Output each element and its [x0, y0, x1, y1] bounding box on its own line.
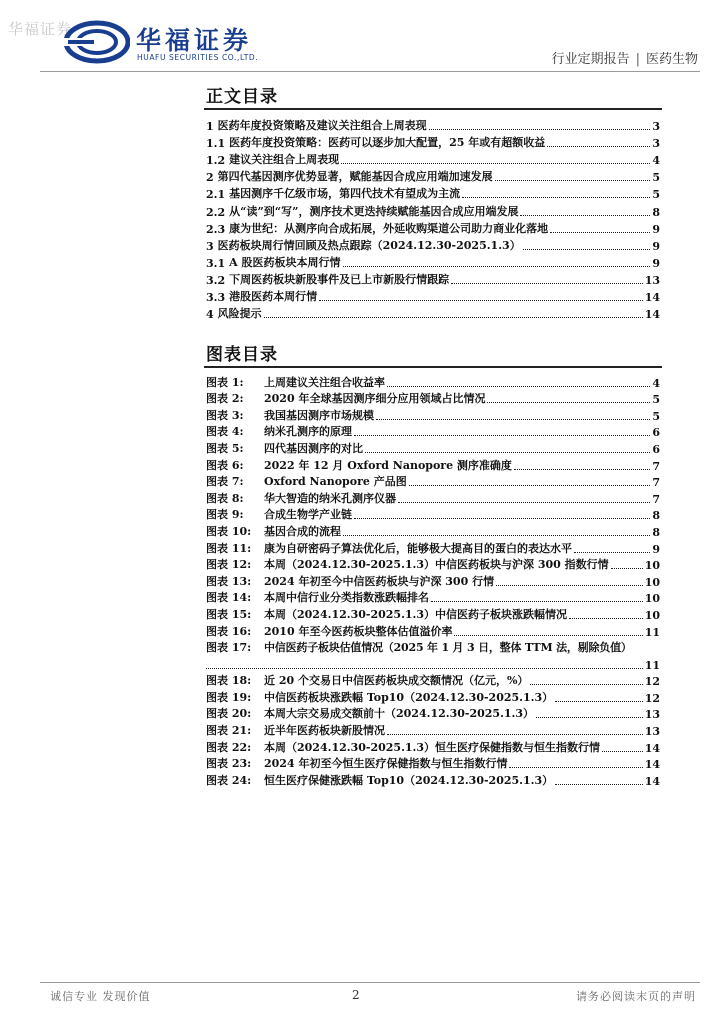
footer-disclaimer: 请务必阅读末页的声明: [576, 990, 696, 1003]
toc-list: [206, 116, 660, 321]
page-number: 2: [352, 988, 360, 1002]
figure-entry[interactable]: 图表 19: 中信医药板块涨跌幅 Top10（2024.12.30-2025.1.3） 12: [206, 690, 660, 705]
toc-entry[interactable]: 3.1 A 股医药板块本周行情 9: [206, 255, 660, 270]
toc-entry[interactable]: 3 医药板块周行情回顾及热点跟踪（2024.12.30-2025.1.3） 9: [206, 238, 660, 253]
figure-entry[interactable]: 图表 6: 2022 年 12 月 Oxford Nanopore 测序准确度 7: [206, 458, 660, 473]
toc-entry[interactable]: 4 风险提示 14: [206, 307, 660, 322]
toc-entry[interactable]: 3.2 下周医药板块新股事件及已上市新股行情跟踪 13: [206, 272, 660, 287]
sector-name: 医药生物: [645, 52, 698, 67]
header-divider: [40, 71, 700, 72]
figure-entry[interactable]: 图表 2: 2020 年全球基因测序细分应用领域占比情况 5: [206, 392, 660, 407]
figures-heading-rule: [204, 366, 662, 368]
toc-entry[interactable]: 2 第四代基因测序优势显著，赋能基因合成应用端加速发展 5: [206, 170, 660, 185]
figure-entry[interactable]: 图表 8: 华大智造的纳米孔测序仪器 7: [206, 491, 660, 506]
figure-entry[interactable]: 图表 10: 基因合成的流程 8: [206, 524, 660, 539]
figures-list: [206, 373, 660, 788]
toc-heading: 正文目录: [206, 87, 278, 107]
figure-entry[interactable]: 图表 16: 2010 年至今医药板块整体估值溢价率 11: [206, 624, 660, 639]
figure-entry[interactable]: 图表 3: 我国基因测序市场规模 5: [206, 408, 660, 423]
figure-entry[interactable]: 图表 17: 中信医药子板块估值情况（2025 年 1 月 3 日，整体 TTM 法，剔除负值）: [206, 641, 632, 655]
footer-slogan: 诚信专业 发现价值: [50, 990, 151, 1003]
figure-entry[interactable]: 图表 21: 近半年医药板块新股情况 13: [206, 724, 660, 739]
figure-entry[interactable]: 图表 13: 2024 年初至今中信医药板块与沪深 300 行情 10: [206, 574, 660, 589]
figure-entry[interactable]: 图表 5: 四代基因测序的对比 6: [206, 441, 660, 456]
toc-entry[interactable]: 3.3 港股医药本周行情 14: [206, 290, 660, 305]
figure-entry[interactable]: 图表 7: Oxford Nanopore 产品图 7: [206, 475, 660, 490]
report-category: [552, 48, 698, 67]
company-logo: [64, 20, 274, 64]
huafu-logo-icon: [64, 20, 130, 64]
toc-entry[interactable]: 2.3 康为世纪：从测序向合成拓展，外延收购渠道公司助力商业化落地 9: [206, 221, 660, 236]
toc-entry[interactable]: 1.1 医药年度投资策略：医药可以逐步加大配置，25 年或有超额收益 3: [206, 136, 660, 151]
brand-name-cn: 华福证券: [136, 26, 253, 55]
figure-entry[interactable]: 图表 18: 近 20 个交易日中信医药板块成交额情况（亿元，%） 12: [206, 674, 660, 689]
figure-entry[interactable]: 图表 12: 本周（2024.12.30-2025.1.3）中信医药板块与沪深 300 指数行情 10: [206, 558, 660, 573]
figure-entry[interactable]: 图表 1: 上周建议关注组合收益率 4: [206, 375, 660, 390]
header-separator: |: [635, 52, 640, 67]
figure-entry-continuation[interactable]: 11: [206, 655, 660, 672]
brand-name-en: HUAFU SECURITIES CO.,LTD.: [137, 53, 259, 62]
figure-entry[interactable]: 图表 14: 本周中信行业分类指数涨跌幅排名 10: [206, 591, 660, 606]
watermark-text: 华福证券: [8, 20, 73, 38]
figure-entry[interactable]: 图表 9: 合成生物学产业链 8: [206, 508, 660, 523]
figure-entry[interactable]: 图表 24: 恒生医疗保健涨跌幅 Top10（2024.12.30-2025.1.3） 14: [206, 773, 660, 788]
toc-entry[interactable]: 2.2 从“读”到“写”，测序技术更迭持续赋能基因合成应用端发展 8: [206, 204, 660, 219]
figure-entry[interactable]: 图表 23: 2024 年初至今恒生医疗保健指数与恒生指数行情 14: [206, 757, 660, 772]
figure-entry[interactable]: 图表 20: 本周大宗交易成交额前十（2024.12.30-2025.1.3） 13: [206, 707, 660, 722]
toc-entry[interactable]: 1.2 建议关注组合上周表现 4: [206, 153, 660, 168]
figure-entry[interactable]: 图表 22: 本周（2024.12.30-2025.1.3）恒生医疗保健指数与恒生指数行情 14: [206, 740, 660, 755]
toc-entry[interactable]: 2.1 基因测序千亿级市场，第四代技术有望成为主流 5: [206, 187, 660, 202]
figures-heading: 图表目录: [206, 345, 278, 365]
figure-entry[interactable]: 图表 15: 本周（2024.12.30-2025.1.3）中信医药子板块涨跌幅情况 10: [206, 607, 660, 622]
toc-heading-rule: [204, 108, 662, 110]
figure-entry[interactable]: 图表 4: 纳米孔测序的原理 6: [206, 425, 660, 440]
figure-entry[interactable]: 图表 11: 康为自研密码子算法优化后，能够极大提高目的蛋白的表达水平 9: [206, 541, 660, 556]
toc-entry[interactable]: 1 医药年度投资策略及建议关注组合上周表现 3: [206, 119, 660, 134]
footer-divider: [40, 982, 700, 983]
report-type: 行业定期报告: [551, 52, 630, 67]
